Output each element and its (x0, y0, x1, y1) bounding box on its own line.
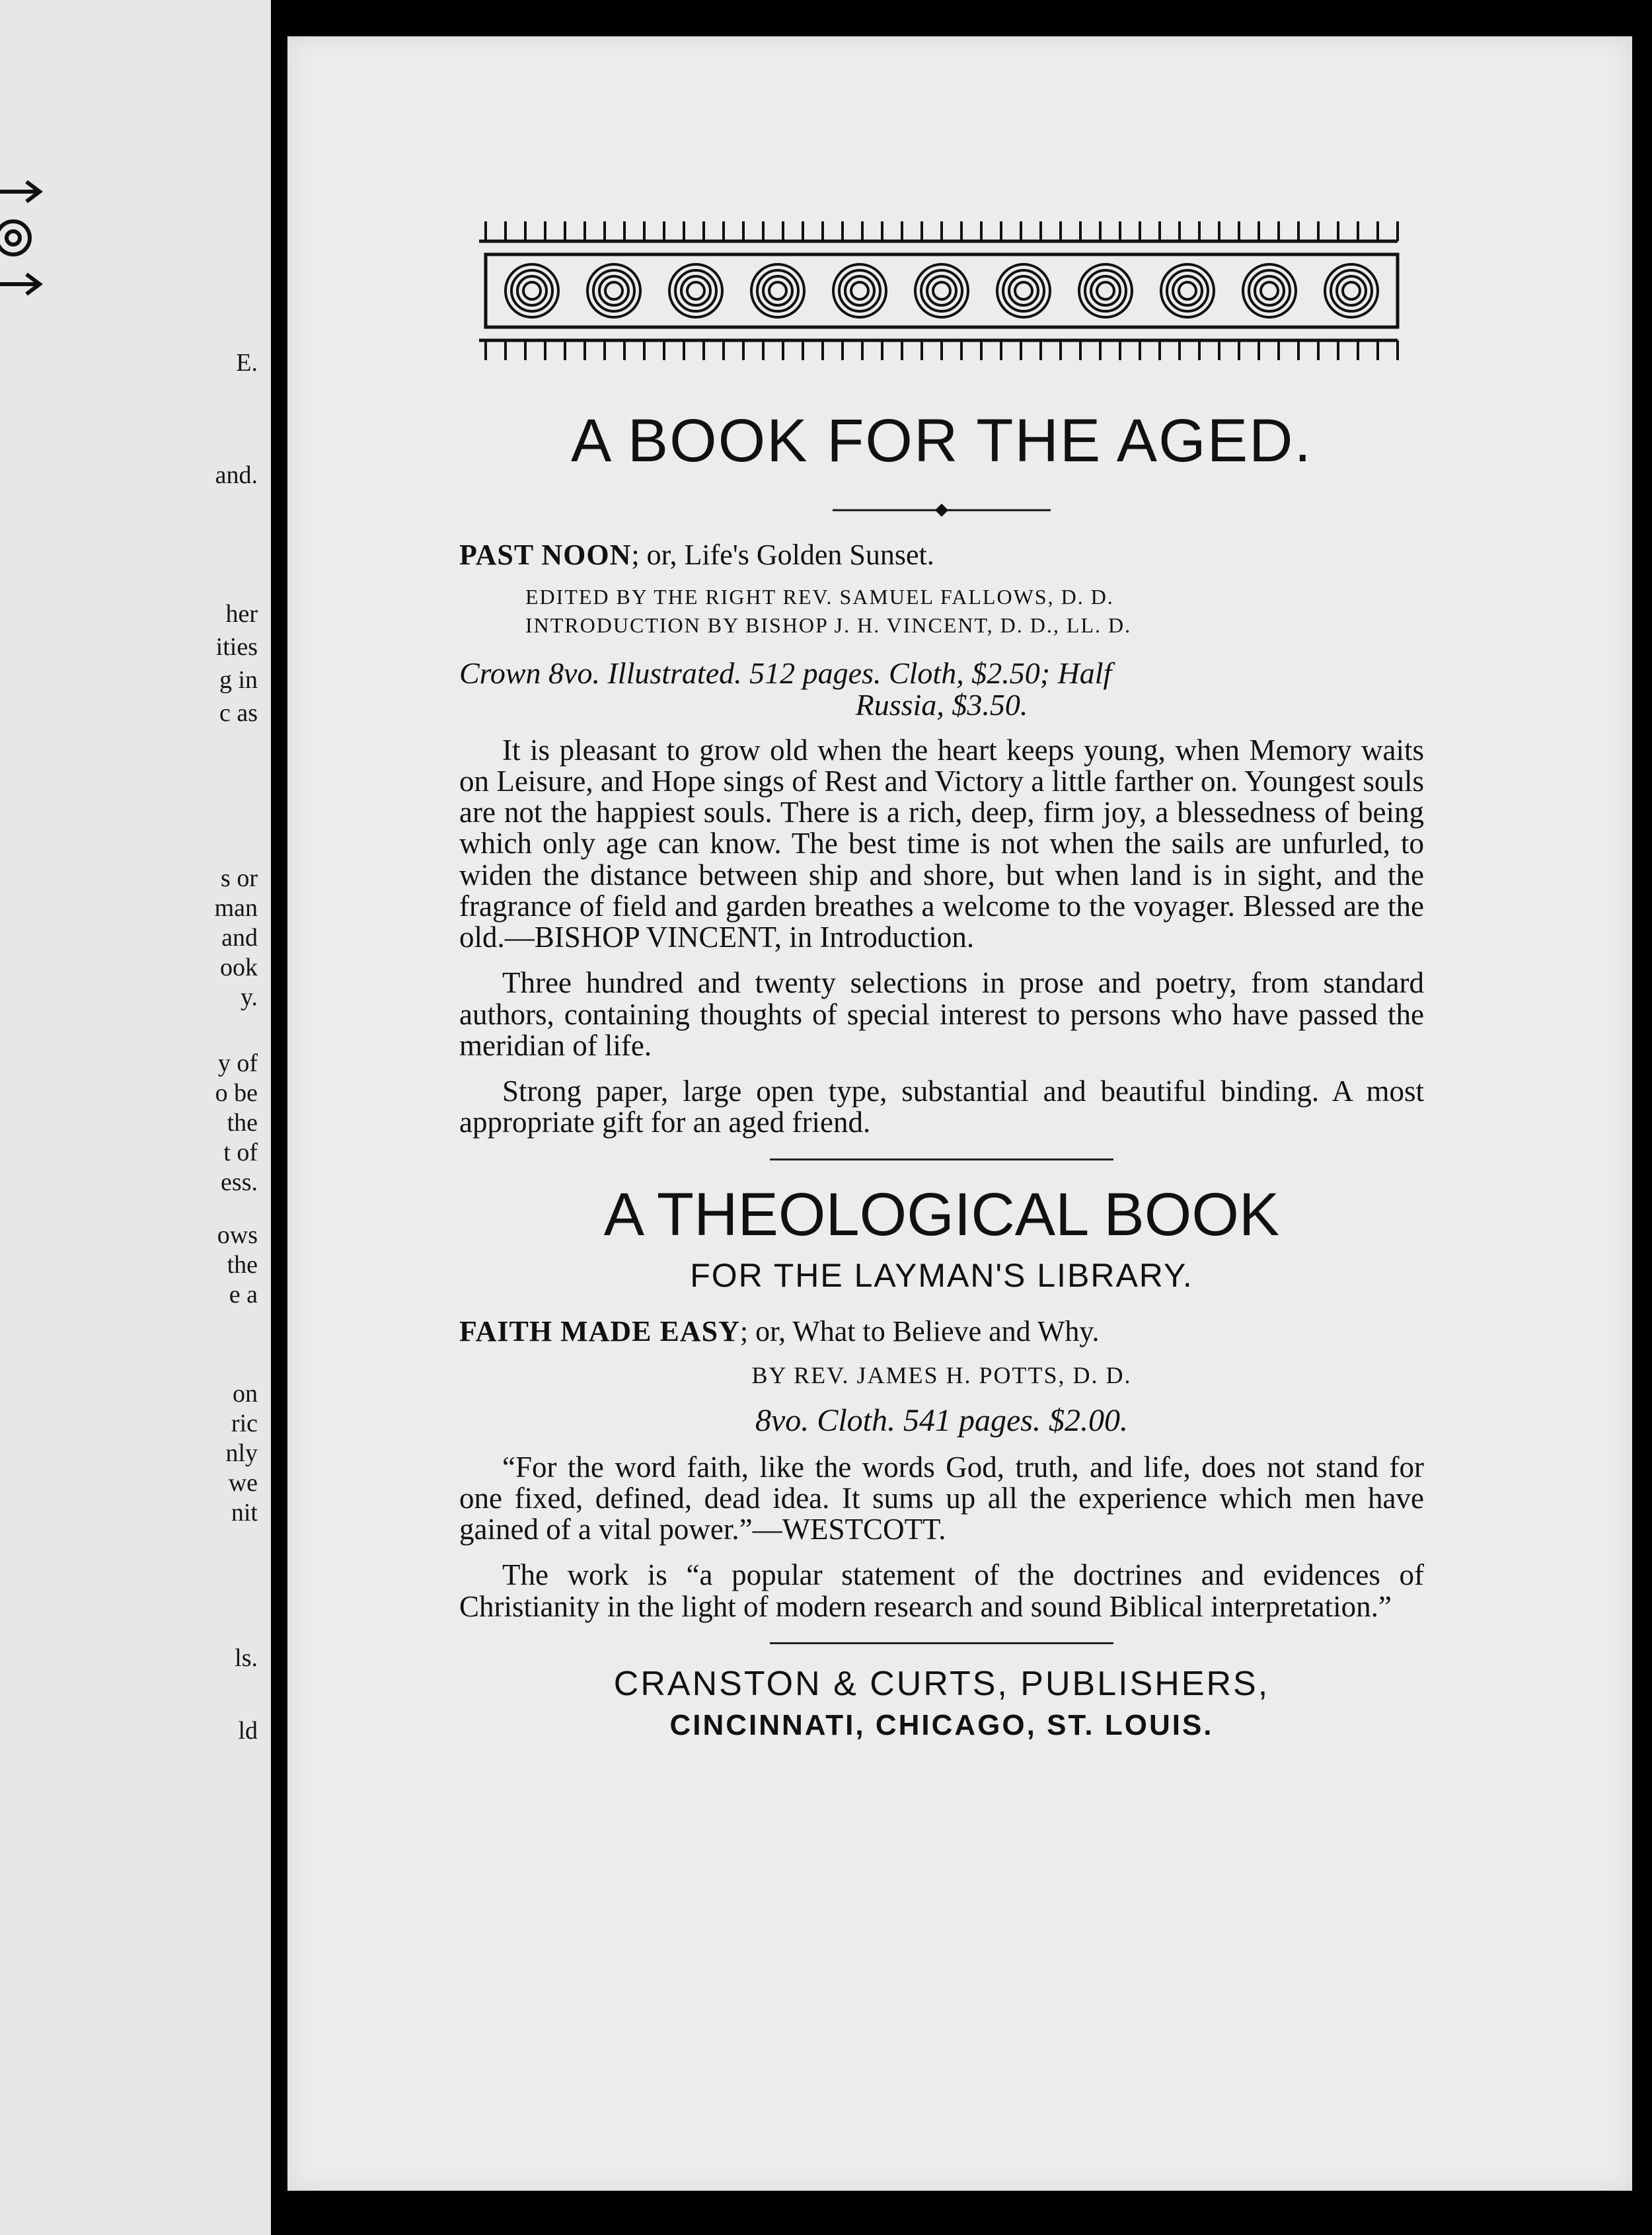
left-page-fragment: ook (220, 954, 258, 981)
book2-subtitle: ; or, What to Believe and Why. (739, 1314, 1100, 1347)
left-page-edge (0, 0, 271, 2235)
book2-publication-info: 8vo. Cloth. 541 pages. $2.00. (755, 1402, 1128, 1438)
ornament-spiral (1091, 276, 1120, 305)
ornament-spiral (687, 282, 704, 299)
left-page-fragment: o be (215, 1079, 258, 1107)
ornament-spiral (1009, 276, 1038, 305)
left-page-fragment: ric (231, 1410, 258, 1437)
ornament-spiral (833, 264, 886, 317)
ornament-spiral (1179, 282, 1196, 299)
paragraph-work-description: The work is “a popular statement of the doctrines and evidences of Christianity in the light of modern research and sound Biblical interpretation.” (459, 1558, 1424, 1623)
left-page-fragment: and (221, 924, 258, 952)
left-page-fragment: nly (225, 1439, 258, 1467)
left-page-fragment: t of (223, 1139, 258, 1166)
left-page-fragment: y. (240, 983, 258, 1011)
publication-info-line1: Crown 8vo. Illustrated. 512 pages. Cloth, $2.50; Half (459, 656, 1112, 690)
ornament-spiral (1173, 276, 1202, 305)
publication-info-line2: Russia, $3.50. (855, 688, 1028, 722)
paragraph-vincent-quote: It is pleasant to grow old when the heart keeps young, when Memory waits on Leisure, and Hope sings of Rest and Victory a little farther on. Youngest souls are not the happiest souls. There is a rich, deep, firm joy, a blessedness of being which only age can know. The best time is not when the sails are unfurled, to widen the distance between ship and shore, but when land is in sight, and the fragrance of field and garden breathes a welcome to the voyager. Blessed are the old.—BISHOP VINCENT, in Introduction. (459, 733, 1424, 954)
subheading-laymans-library: FOR THE LAYMAN'S LIBRARY. (690, 1256, 1193, 1294)
ornament-spiral (1097, 282, 1114, 299)
left-page-fragment: c as (219, 699, 258, 727)
heading-theological-book: A THEOLOGICAL BOOK (603, 1180, 1280, 1248)
ornament-spiral (927, 276, 956, 305)
book-title-bold: PAST NOON (459, 539, 632, 571)
ornament-spiral (523, 282, 541, 299)
author-byline: BY REV. JAMES H. POTTS, D. D. (751, 1361, 1132, 1388)
ornament-spiral (997, 264, 1050, 317)
left-page-fragment: ows (217, 1221, 258, 1249)
left-page-fragment: s or (221, 864, 258, 892)
decorative-border-ornament (459, 215, 1424, 367)
left-page-fragment: e a (229, 1281, 258, 1308)
left-page-fragment: y of (217, 1049, 258, 1077)
left-page-fragment: man (214, 894, 258, 922)
ornament-spiral (1079, 264, 1132, 317)
left-page-fragment: E. (236, 349, 258, 377)
publisher-divider (770, 1642, 1113, 1644)
ornament-spiral (1243, 264, 1296, 317)
ornament-spiral (763, 276, 792, 305)
paragraph-westcott-quote: “For the word faith, like the words God, truth, and life, does not stand for one fixed, defined, dead idea. It sums up all the experience which men have gained of a vital power.”—WESTCOTT. (459, 1450, 1424, 1546)
ornament-spiral (933, 282, 950, 299)
edited-by-line: EDITED BY THE RIGHT REV. SAMUEL FALLOWS, D. D. (525, 585, 1114, 609)
left-page-fragment: ities (215, 633, 258, 661)
book-title-past-noon (459, 538, 1424, 572)
book-title-faith-made-easy (459, 1314, 1424, 1348)
left-page-fragment: the (227, 1251, 258, 1279)
book-subtitle: ; or, Life's Golden Sunset. (631, 539, 934, 571)
ornament-spiral (1255, 276, 1284, 305)
left-page-fragment: ld (238, 1717, 258, 1745)
left-page-fragment: ess. (221, 1168, 258, 1196)
ornament-spiral (517, 276, 546, 305)
heading-book-for-the-aged: A BOOK FOR THE AGED. (570, 407, 1313, 474)
ornament-spiral (681, 276, 710, 305)
advertisement-page (287, 36, 1632, 2191)
ornament-spiral (1015, 282, 1032, 299)
ornament-spiral (915, 264, 968, 317)
ornament-spiral (599, 276, 628, 305)
paragraph-binding: Strong paper, large open type, substantial and beautiful binding. A most appropriate gift for an aged friend. (459, 1075, 1424, 1139)
page-content (459, 215, 1424, 1742)
introduction-by-line: INTRODUCTION BY BISHOP J. H. VINCENT, D. D., LL. D. (525, 613, 1132, 637)
ornament-spiral (506, 264, 558, 317)
left-page-fragment: we (228, 1469, 258, 1497)
paragraph-selections: Three hundred and twenty selections in prose and poetry, from standard authors, containing thoughts of special interest to persons who have passed the meridian of life. (459, 966, 1424, 1062)
publication-info (459, 658, 1424, 722)
ornament-spiral (1161, 264, 1214, 317)
ornament-spiral (1261, 282, 1278, 299)
left-page-fragment: nit (231, 1499, 258, 1527)
diamond-divider (833, 502, 1051, 518)
ornament-spiral (1325, 264, 1378, 317)
ornament-spiral (1343, 282, 1360, 299)
publisher-cities: CINCINNATI, CHICAGO, ST. LOUIS. (669, 1708, 1214, 1741)
ornament-spiral (605, 282, 622, 299)
left-page-ornament (0, 178, 53, 297)
ornament-spiral (851, 282, 868, 299)
left-page-fragment: and. (215, 461, 258, 489)
left-page-fragment: on (233, 1380, 258, 1408)
left-page-fragment: the (227, 1109, 258, 1137)
ornament-spiral (587, 264, 640, 317)
section-divider (770, 1158, 1113, 1160)
ornament-spiral (751, 264, 804, 317)
left-page-fragment: her (225, 600, 258, 628)
ornament-spiral (845, 276, 874, 305)
left-page-fragment: g in (219, 666, 258, 694)
publisher-name: CRANSTON & CURTS, PUBLISHERS, (613, 1664, 1270, 1703)
book2-title-bold: FAITH MADE EASY (459, 1314, 740, 1347)
ornament-spiral (1337, 276, 1366, 305)
ornament-spiral (769, 282, 786, 299)
left-page-fragment: ls. (235, 1644, 258, 1672)
ornament-spiral (669, 264, 722, 317)
